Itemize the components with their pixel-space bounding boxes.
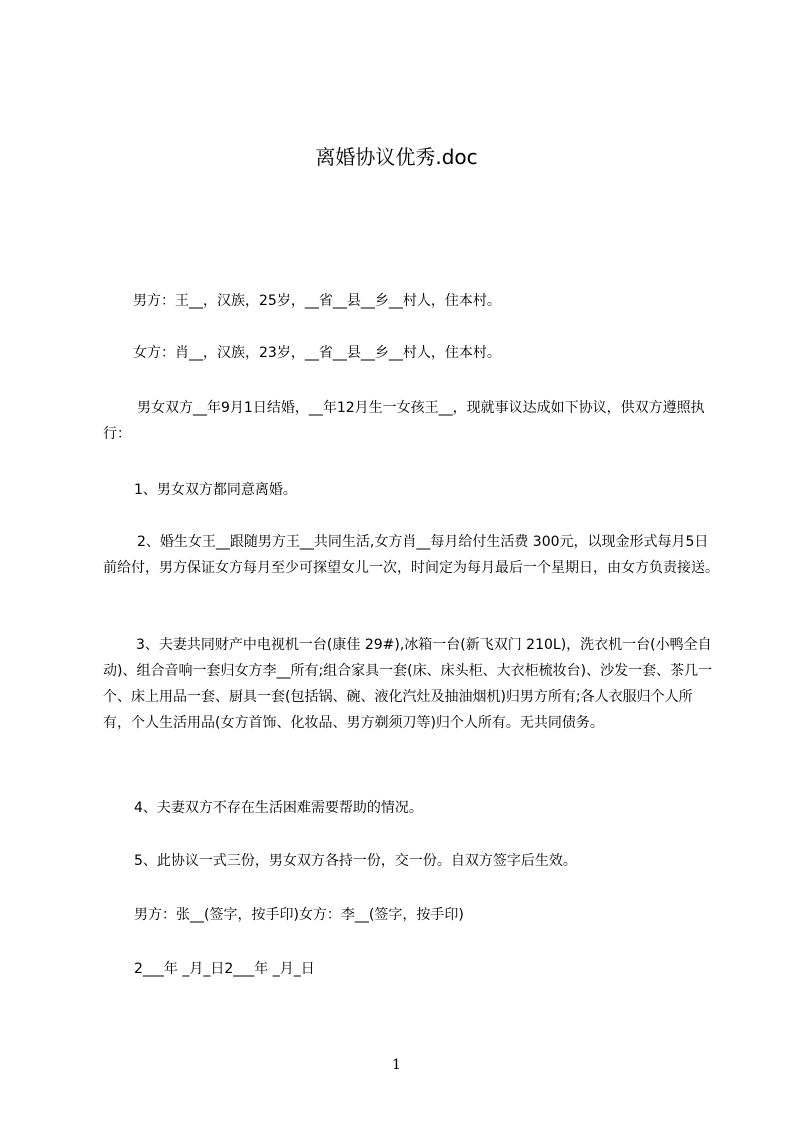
paragraph-male-party: 男方：王__，汉族，25岁，__省__县__乡__村人，住本村。 (133, 293, 501, 309)
paragraph-clause-2: 2、婚生女王__跟随男方王__共同生活,女方肖__每月给付生活费 300元，以现金形式每月5日前给付，男方保证女方每月至少可探望女儿一次，时间定为每月最后一个星期日，由女方负责接送。 (103, 534, 719, 576)
signature-line: 男方：张__(签字，按手印)女方：李__(签字，按手印) (134, 907, 464, 923)
paragraph-clause-1: 1、男女双方都同意离婚。 (134, 482, 297, 498)
paragraph-clause-4: 4、夫妻双方不存在生活困难需要帮助的情况。 (134, 800, 423, 816)
page-number: 1 (392, 1057, 401, 1073)
paragraph-clause-5: 5、此协议一式三份，男女双方各持一份，交一份。自双方签字后生效。 (134, 853, 577, 869)
paragraph-clause-3: 3、夫妻共同财产中电视机一台(康佳 29#),冰箱一台(新飞双门 210L)，洗衣机一台(小鸭全自动)、组合音响一套归女方李__所有;组合家具一套(床、床头柜、大衣柜梳妆台)、沙发一套、茶几一个、床上用品一套、厨具一套(包括锅、碗、液化汽灶及抽油烟机)归男方所有;各人衣服归个人所有，个人生活用品(女方首饰、化妆品、男方剃须刀等)归个人所有。无共同债务。 (103, 637, 713, 731)
date-line: 2___年 _月_日2___年 _月_日 (134, 961, 315, 977)
paragraph-intro: 男女双方__年9月1日结婚，__年12月生一女孩王__，现就事议达成如下协议，供双方遵照执行： (103, 400, 705, 442)
document-title: 离婚协议优秀.doc (315, 145, 478, 169)
paragraph-female-party: 女方：肖__，汉族，23岁，__省__县__乡__村人，住本村。 (133, 345, 501, 361)
